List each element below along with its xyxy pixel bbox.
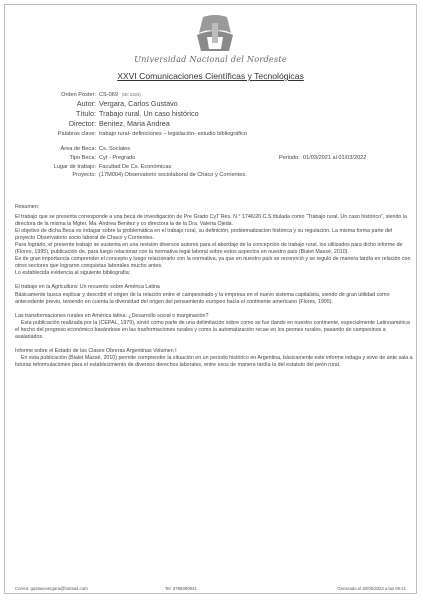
row-area-beca: [15, 145, 415, 154]
section-heading: Informe sobre el Estado de las Clases Obreras Argentinas Volumen I: [15, 347, 177, 354]
university-logo: [189, 15, 241, 53]
row-proyecto: [15, 171, 415, 180]
label-titulo: Título:: [76, 108, 96, 118]
row-palabras-clave: [15, 130, 415, 139]
resumen-body: [15, 204, 413, 369]
value-palabras-clave: trabajo rural- definiciones – legislación- estudio bibliográfico: [99, 130, 248, 137]
label-palabras-clave: Palabras clave:: [57, 130, 96, 137]
value-director: Benitez, Maria Andrea: [99, 118, 170, 128]
value-proyecto: (17M004) Observatorio sociolaboral de Chaco y Corrientes.: [99, 172, 247, 179]
resumen-heading: Resumen:: [15, 204, 40, 210]
row-tipo-beca: [15, 154, 415, 163]
metadata-block: [15, 91, 415, 180]
row-lugar-trabajo: [15, 163, 415, 172]
document-page: [4, 4, 417, 594]
footer-email: Correo: gustavovergara@hotmail.com: [15, 586, 88, 591]
resumen-paragraph: Para lograrlo, el presente trabajo se sustenta en una revisión diversos autores para el abordaje de la concepción de trabajo rural, los utilizados para dicho informe de (Flores, 1995), publicación de, para luego relacionar con la normativa legal laboral sobre estos aspectos en nuestro país (Bialet Massé, 2010).: [15, 242, 403, 256]
value-titulo: Trabajo rural. Un caso histórico: [99, 108, 199, 118]
resumen-paragraph: El trabajo que se presenta corresponde a una beca de investigación de Pre Grado CyT Res. N.° 1746/20 C.S titulada como “Trabajo rural. Un caso histórico”, siendo la directora de la misma la Mgter. Ma. Andrea Benitez y co directora la de la Dra. Valeria Ojeda.: [15, 214, 407, 228]
label-periodo: Periodo:: [279, 154, 300, 161]
label-autor: Autor:: [76, 98, 96, 108]
label-lugar-trabajo: Lugar de trabajo:: [53, 163, 96, 170]
label-area-beca: Área de Beca:: [60, 145, 96, 152]
resumen-paragraph: El objetivo de dicha Beca es indagar sobre la problemática en el trabajo rural, su definición, problematizacion histórica y su regulación. La misma forma parte del proyecto Observatorio socio laboral de Chaco y Corrientes.: [15, 228, 393, 242]
event-title: XXVI Comunicaciones Científicas y Tecnológicas: [117, 71, 304, 81]
label-director: Director:: [68, 118, 96, 128]
label-proyecto: Proyecto:: [72, 172, 96, 179]
value-autor: Vergara, Carlos Gustavo: [99, 98, 178, 108]
value-periodo: 01/03/2021 al 01/03/2022: [302, 154, 367, 161]
value-lugar-trabajo: Facultad De Cs. Económicas: [99, 163, 172, 170]
resumen-paragraph: Lo establecida evidencia al siguiente bibliografía:: [15, 270, 131, 277]
value-poster-id: (ID: 2334): [121, 92, 141, 97]
label-orden-poster: Orden Poster:: [61, 92, 96, 98]
section-text: Básicamente busca explicar y describir el origen de la relación entre el campesinado y la empresa en el nuevo sistema capitalista, siendo de gran utilidad como antecedente previo, teniendo en cuenta la diversidad del origen del pensamiento europeo hacia el continente americano (Flores, 1995).: [15, 291, 390, 305]
section-text: En esta publicación (Bialet Massé, 2010) permite comprender la situación en un periodo histórico en Argentina, básicamente este informe indaga y sirve de ante sala a futuras reformulaciones para el establecimiento de diversos derechos laborales, entre esos de manera tardía la del estatuto del peón rural.: [15, 354, 413, 368]
label-tipo-beca: Tipo Beca:: [69, 154, 96, 161]
row-autor: [15, 100, 415, 110]
footer-phone: Tel: 3795000941: [165, 586, 197, 591]
value-orden-poster: CS-069: [99, 92, 118, 98]
row-director: [15, 120, 415, 130]
value-area-beca: Cs. Sociales: [99, 145, 131, 152]
row-orden-poster: [15, 91, 415, 100]
section-heading: Las transformaciones rurales en América latina: ¿Desarrollo social o marginación?: [15, 312, 209, 319]
resumen-paragraph: Es de gran importancia comprender el concepto y luego relacionarlo con la normativa, ya que en nuestro país se reconoció y se reguló de manera tardía en relación con otros sectores que lograron conquistas laborales mucho antes.: [15, 256, 411, 270]
university-name: Universidad Nacional del Nordeste: [134, 54, 287, 64]
value-tipo-beca: Cyt - Pregrado: [99, 154, 136, 161]
section-heading: El trabajo en la Agricultura: Un recuento sobre América Latina: [15, 284, 160, 291]
footer-generated: Generado el 30/06/2023 a las 09:41: [337, 586, 406, 591]
section-text: Esta publicación realizada por la (CEPAL, 1979), sirvió como parte de una delimitación sobre como se fue dando en nuestro continente, especialmente Latinoamérica el hecho del progreso económico basándose en las trasformaciones rurales y como la automatización recae en los peones rurales, pasando de campesinos a asalariados.: [15, 319, 410, 340]
